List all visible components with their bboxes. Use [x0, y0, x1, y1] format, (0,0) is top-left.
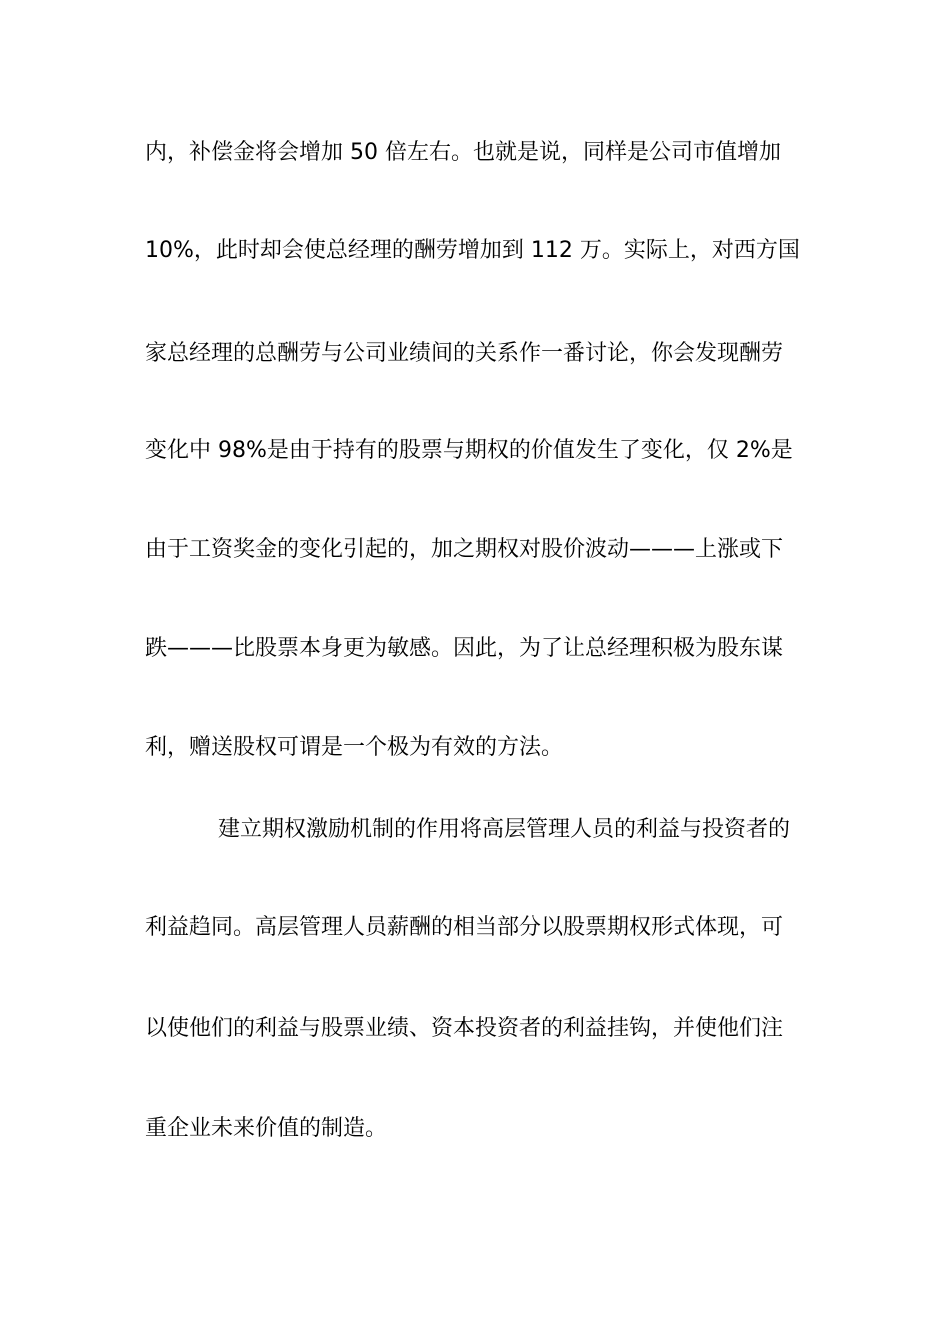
paragraph-1-line-4: 变化中 98%是由于持有的股票与期权的价值发生了变化，仅 2%是	[145, 438, 793, 463]
paragraph-2-line-1: 建立期权激励机制的作用将高层管理人员的利益与投资者的	[218, 817, 791, 842]
paragraph-1-line-2: 10%，此时却会使总经理的酬劳增加到 112 万。实际上，对西方国	[145, 238, 800, 263]
paragraph-1-line-7: 利，赠送股权可谓是一个极为有效的方法。	[145, 735, 564, 760]
paragraph-2-line-4: 重企业未来价值的制造。	[145, 1116, 388, 1141]
paragraph-1-line-6: 跌———比股票本身更为敏感。因此，为了让总经理积极为股东谋	[145, 636, 784, 661]
paragraph-2-line-2: 利益趋同。高层管理人员薪酬的相当部分以股票期权形式体现，可	[145, 915, 784, 940]
paragraph-2-line-3: 以使他们的利益与股票业绩、资本投资者的利益挂钩，并使他们注	[145, 1016, 784, 1041]
paragraph-1-line-3: 家总经理的总酬劳与公司业绩间的关系作一番讨论，你会发现酬劳	[145, 341, 784, 366]
paragraph-1-line-1: 内，补偿金将会增加 50 倍左右。也就是说，同样是公司市值增加	[145, 140, 781, 165]
paragraph-1-line-5: 由于工资奖金的变化引起的，加之期权对股价波动———上涨或下	[145, 537, 784, 562]
